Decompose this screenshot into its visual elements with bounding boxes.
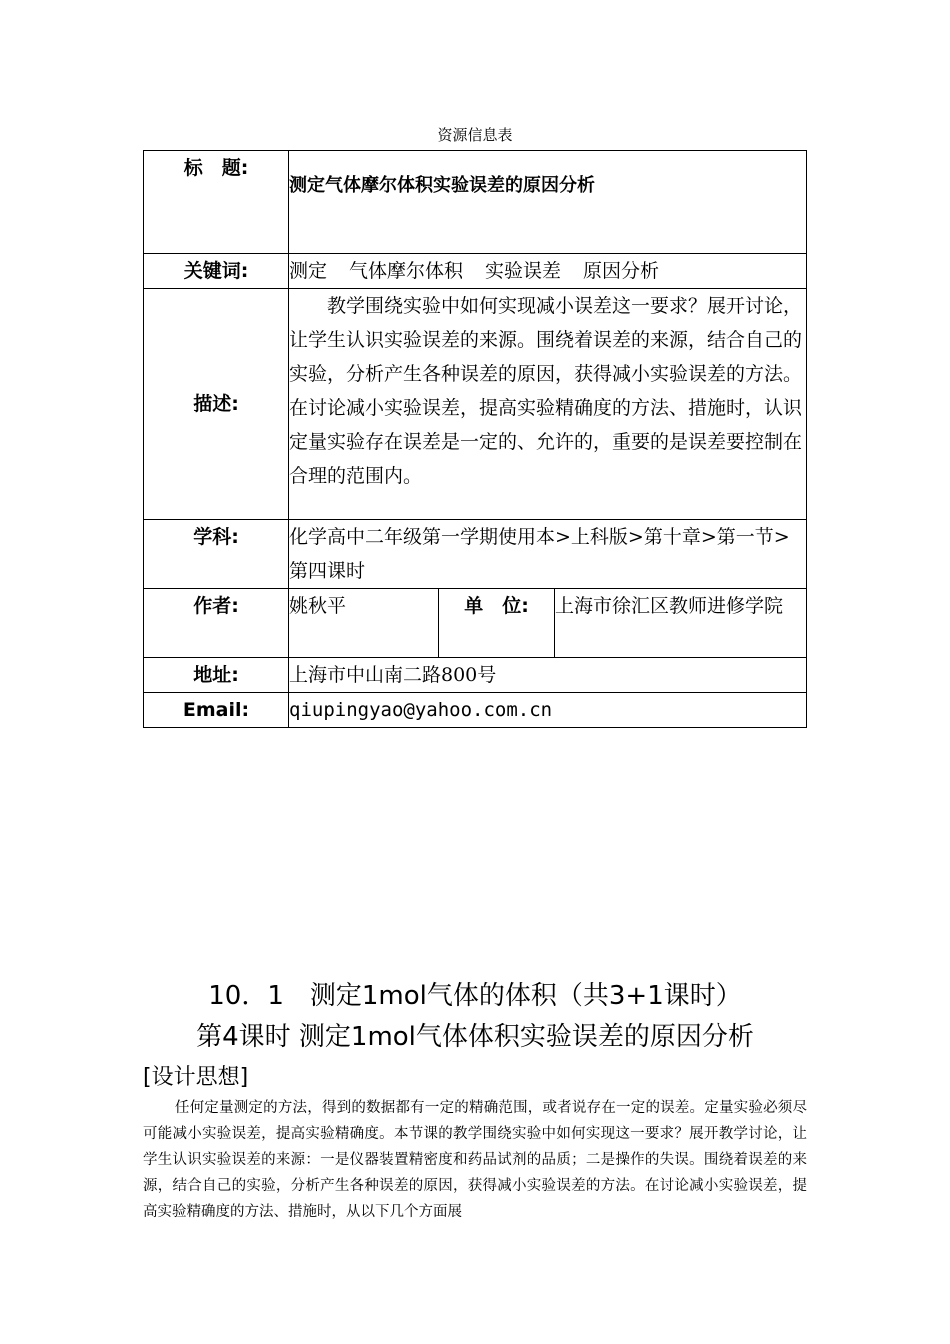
keyword: 原因分析 bbox=[583, 260, 660, 282]
subject-label: 学科: bbox=[144, 520, 289, 589]
keywords-value bbox=[289, 254, 807, 289]
design-paragraph: 任何定量测定的方法，得到的数据都有一定的精确范围，或者说存在一定的误差。定量实验必须尽可能减小实验误差，提高实验精确度。本节课的教学围绕实验中如何实现这一要求？展开教学讨论，让学生认识实验误差的来源：一是仪器装置精密度和药品试剂的品质；二是操作的失误。围绕着误差的来源，结合自己的实验，分析产生各种误差的原因，获得减小实验误差的方法。在讨论减小实验误差，提高实验精确度的方法、措施时，从以下几个方面展 bbox=[143, 1100, 807, 1220]
address-value: 上海市中山南二路800号 bbox=[289, 658, 807, 693]
subject-value: 化学高中二年级第一学期使用本>上科版>第十章>第一节>第四课时 bbox=[289, 520, 807, 589]
description-row bbox=[144, 289, 807, 520]
section-title: [设计思想] bbox=[143, 1065, 249, 1090]
email-value: qiupingyao@yahoo.com.cn bbox=[289, 693, 807, 728]
email-label: Email: bbox=[144, 693, 289, 728]
address-row bbox=[144, 658, 807, 693]
lesson-heading: 10．1 测定1mol气体的体积（共3+1课时） bbox=[208, 981, 742, 1011]
keyword: 测定 bbox=[289, 260, 328, 282]
address-label: 地址: bbox=[144, 658, 289, 693]
description-value: 教学围绕实验中如何实现减小误差这一要求？展开讨论，让学生认识实验误差的来源。围绕着误差的来源，结合自己的实验，分析产生各种误差的原因，获得减小实验误差的方法。在讨论减小实验误差，提高实验精确度的方法、措施时，认识定量实验存在误差是一定的、允许的，重要的是误差要控制在合理的范围内。 bbox=[289, 289, 807, 520]
subject-row bbox=[144, 520, 807, 589]
author-value: 姚秋平 bbox=[289, 589, 439, 658]
lesson-subheading: 第4课时 测定1mol气体体积实验误差的原因分析 bbox=[196, 1022, 754, 1052]
keywords-row bbox=[144, 254, 807, 289]
unit-label: 单 位: bbox=[439, 589, 555, 658]
table-caption: 资源信息表 bbox=[437, 126, 513, 144]
description-label: 描述: bbox=[144, 289, 289, 520]
resource-info-table bbox=[143, 150, 807, 728]
title-row bbox=[144, 151, 807, 254]
keyword: 实验误差 bbox=[485, 260, 562, 282]
keyword: 气体摩尔体积 bbox=[349, 260, 464, 282]
email-row bbox=[144, 693, 807, 728]
author-label: 作者: bbox=[144, 589, 289, 658]
keywords-label: 关键词: bbox=[144, 254, 289, 289]
unit-value: 上海市徐汇区教师进修学院 bbox=[555, 589, 807, 658]
title-label: 标 题: bbox=[144, 151, 289, 254]
author-row bbox=[144, 589, 807, 658]
title-value: 测定气体摩尔体积实验误差的原因分析 bbox=[289, 151, 807, 254]
